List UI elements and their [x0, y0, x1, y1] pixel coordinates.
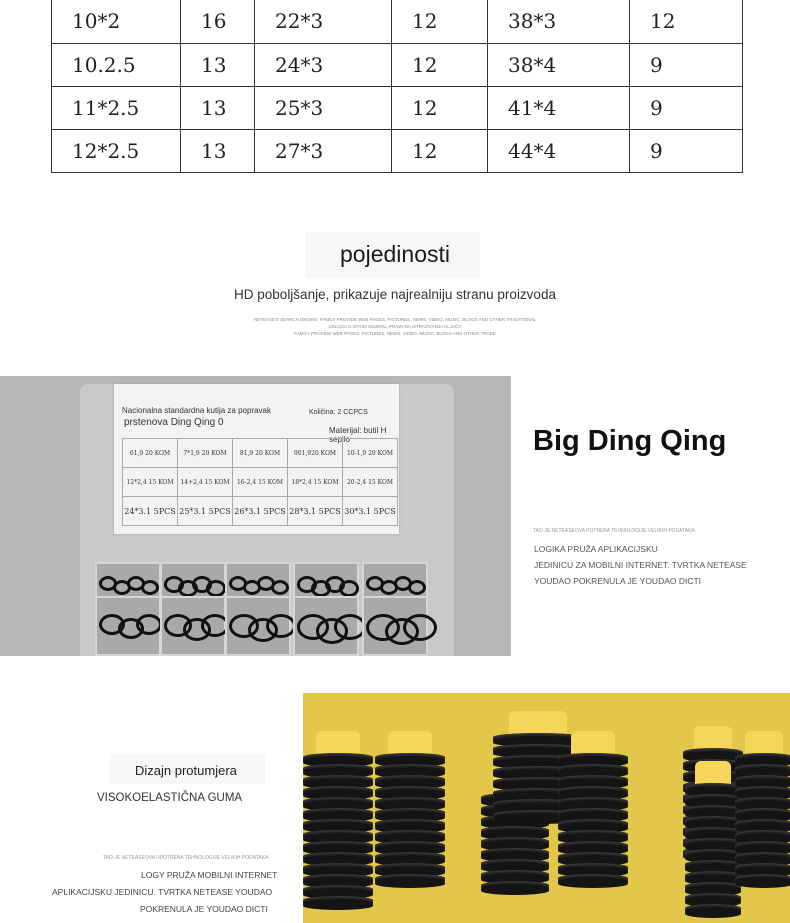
table-cell: 9: [630, 130, 743, 173]
table-cell: 10*2: [52, 0, 181, 44]
fine-print-3: FAMILY PROVIDE WEB PAGES, PICTURES, NEWS, VIDEO, MUSIC, BLOGS AND OTHER TRADE: [294, 331, 496, 336]
details-subtitle: HD poboljšanje, prikazuje najrealniju stranu proizvoda: [234, 287, 556, 302]
grid-cell: 81,9 20 KOM: [233, 439, 288, 468]
o-ring: [141, 580, 159, 595]
table-cell: 38*4: [488, 44, 630, 87]
o-ring: [271, 580, 289, 595]
table-cell: 44*4: [488, 130, 630, 173]
table-cell: 22*3: [255, 0, 392, 44]
grid-cell: 10-1,9 20 KOM: [343, 439, 398, 468]
card-material: Materijal: butil H sepilo: [329, 426, 387, 444]
grid-cell: 24*3.1 5PCS: [123, 497, 178, 526]
ring-coil: [481, 881, 549, 895]
grid-cell: 14+2,4 15 KOM: [178, 468, 233, 497]
brand-title: Big Ding Qing: [533, 425, 727, 457]
table-cell: 13: [181, 44, 255, 87]
table-cell: 24*3: [255, 44, 392, 87]
table-cell: 27*3: [255, 130, 392, 173]
design-line-2: APLIKACIJSKU JEDINICU. TVRTKA NETEASE YOUDAO: [52, 887, 273, 897]
grid-cell: 16-2,4 15 KOM: [233, 468, 288, 497]
product-photo-kit: [0, 376, 511, 656]
table-cell: 12: [392, 44, 488, 87]
card-name: prstenova Ding Qing 0: [124, 417, 224, 428]
ring-coil: [303, 896, 373, 910]
table-cell: 12: [392, 87, 488, 130]
grid-cell: 901,920 KOM: [288, 439, 343, 468]
design-title: Dizajn protumjera: [135, 763, 237, 778]
table-cell: 9: [630, 87, 743, 130]
grid-row: [123, 439, 398, 468]
design-subtitle: VISOKOELASTIČNA GUMA: [97, 792, 243, 804]
label-card: [114, 384, 399, 534]
table-row: [52, 87, 743, 130]
grid-cell: 12*2,4 15 KOM: [123, 468, 178, 497]
grid-cell: 18*2,4 15 KOM: [288, 468, 343, 497]
table-cell: 12: [392, 0, 488, 44]
design-line-3: POKRENULA JE YOUDAO DICTI: [140, 904, 268, 914]
grid-cell: 25*3.1 5PCS: [178, 497, 233, 526]
fine-print-1: NETEASE'S SEARCH ENGINE, FAMILY PROVIDE WEB PAGES, PICTURES, NEWS, VIDEO, MUSIC, BLOGS AND OTHER TRADITIONAL: [253, 317, 537, 322]
brand-line-1: LOGIKA PRUŽA APLIKACIJSKU: [534, 544, 658, 554]
table-cell: 16: [181, 0, 255, 44]
table-row: [52, 130, 743, 173]
table-cell: 38*3: [488, 0, 630, 44]
design-line-1: LOGY PRUŽA MOBILNI INTERNET: [141, 870, 278, 880]
grid-cell: 30*3.1 5PCS: [343, 497, 398, 526]
brand-tiny: TAO JE NETEASEOVA POTREBA TEHNOLOGIJE VELIKIH PODATAKA: [533, 528, 695, 534]
card-quantity: Količina: 2 CCPCS: [309, 409, 368, 416]
table-cell: 11*2.5: [52, 87, 181, 130]
grid-cell: 61,9 20 KOM: [123, 439, 178, 468]
card-size-grid: [122, 438, 398, 526]
ring-coil: [375, 874, 445, 888]
ring-coil: [558, 874, 628, 888]
card-header: Nacionalna standardna kutija za popravak: [122, 406, 271, 415]
grid-row: [123, 468, 398, 497]
grid-cell: 7*1,9 20 KOM: [178, 439, 233, 468]
o-ring: [339, 580, 359, 597]
table-cell: 10.2.5: [52, 44, 181, 87]
ring-coil: [735, 874, 790, 888]
table-cell: 12*2.5: [52, 130, 181, 173]
brand-line-3: YOUDAO POKRENULA JE YOUDAO DICTI: [534, 576, 702, 586]
details-title: pojedinosti: [340, 241, 450, 267]
product-photo-closeup: [303, 693, 790, 923]
table-cell: 13: [181, 130, 255, 173]
fine-print-2: USLUGA U ISTOM SMJERU, PRAVA NA ISTRAŽIVANJA KLJUČA: [328, 324, 462, 329]
grid-cell: 28*3.1 5PCS: [288, 497, 343, 526]
table-cell: 13: [181, 87, 255, 130]
grid-row: [123, 497, 398, 526]
table-cell: 25*3: [255, 87, 392, 130]
o-ring: [408, 580, 426, 595]
table-cell: 41*4: [488, 87, 630, 130]
table-cell: 12: [630, 0, 743, 44]
grid-cell: 20-2,4 15 KOM: [343, 468, 398, 497]
table-row: [52, 44, 743, 87]
o-ring: [206, 580, 226, 597]
size-table: [51, 0, 743, 173]
grid-cell: 26*3.1 5PCS: [233, 497, 288, 526]
brand-line-2: JEDINICU ZA MOBILNI INTERNET. TVRTKA NETEASE: [534, 560, 747, 570]
design-tiny: TAO JE NETEASEOVA UPOTREBA TEHNOLOGIJE VELIKIH PODATAKA: [103, 855, 269, 861]
ring-coil: [685, 904, 741, 918]
table-cell: 12: [392, 130, 488, 173]
table-cell: 9: [630, 44, 743, 87]
table-row: [52, 0, 743, 44]
